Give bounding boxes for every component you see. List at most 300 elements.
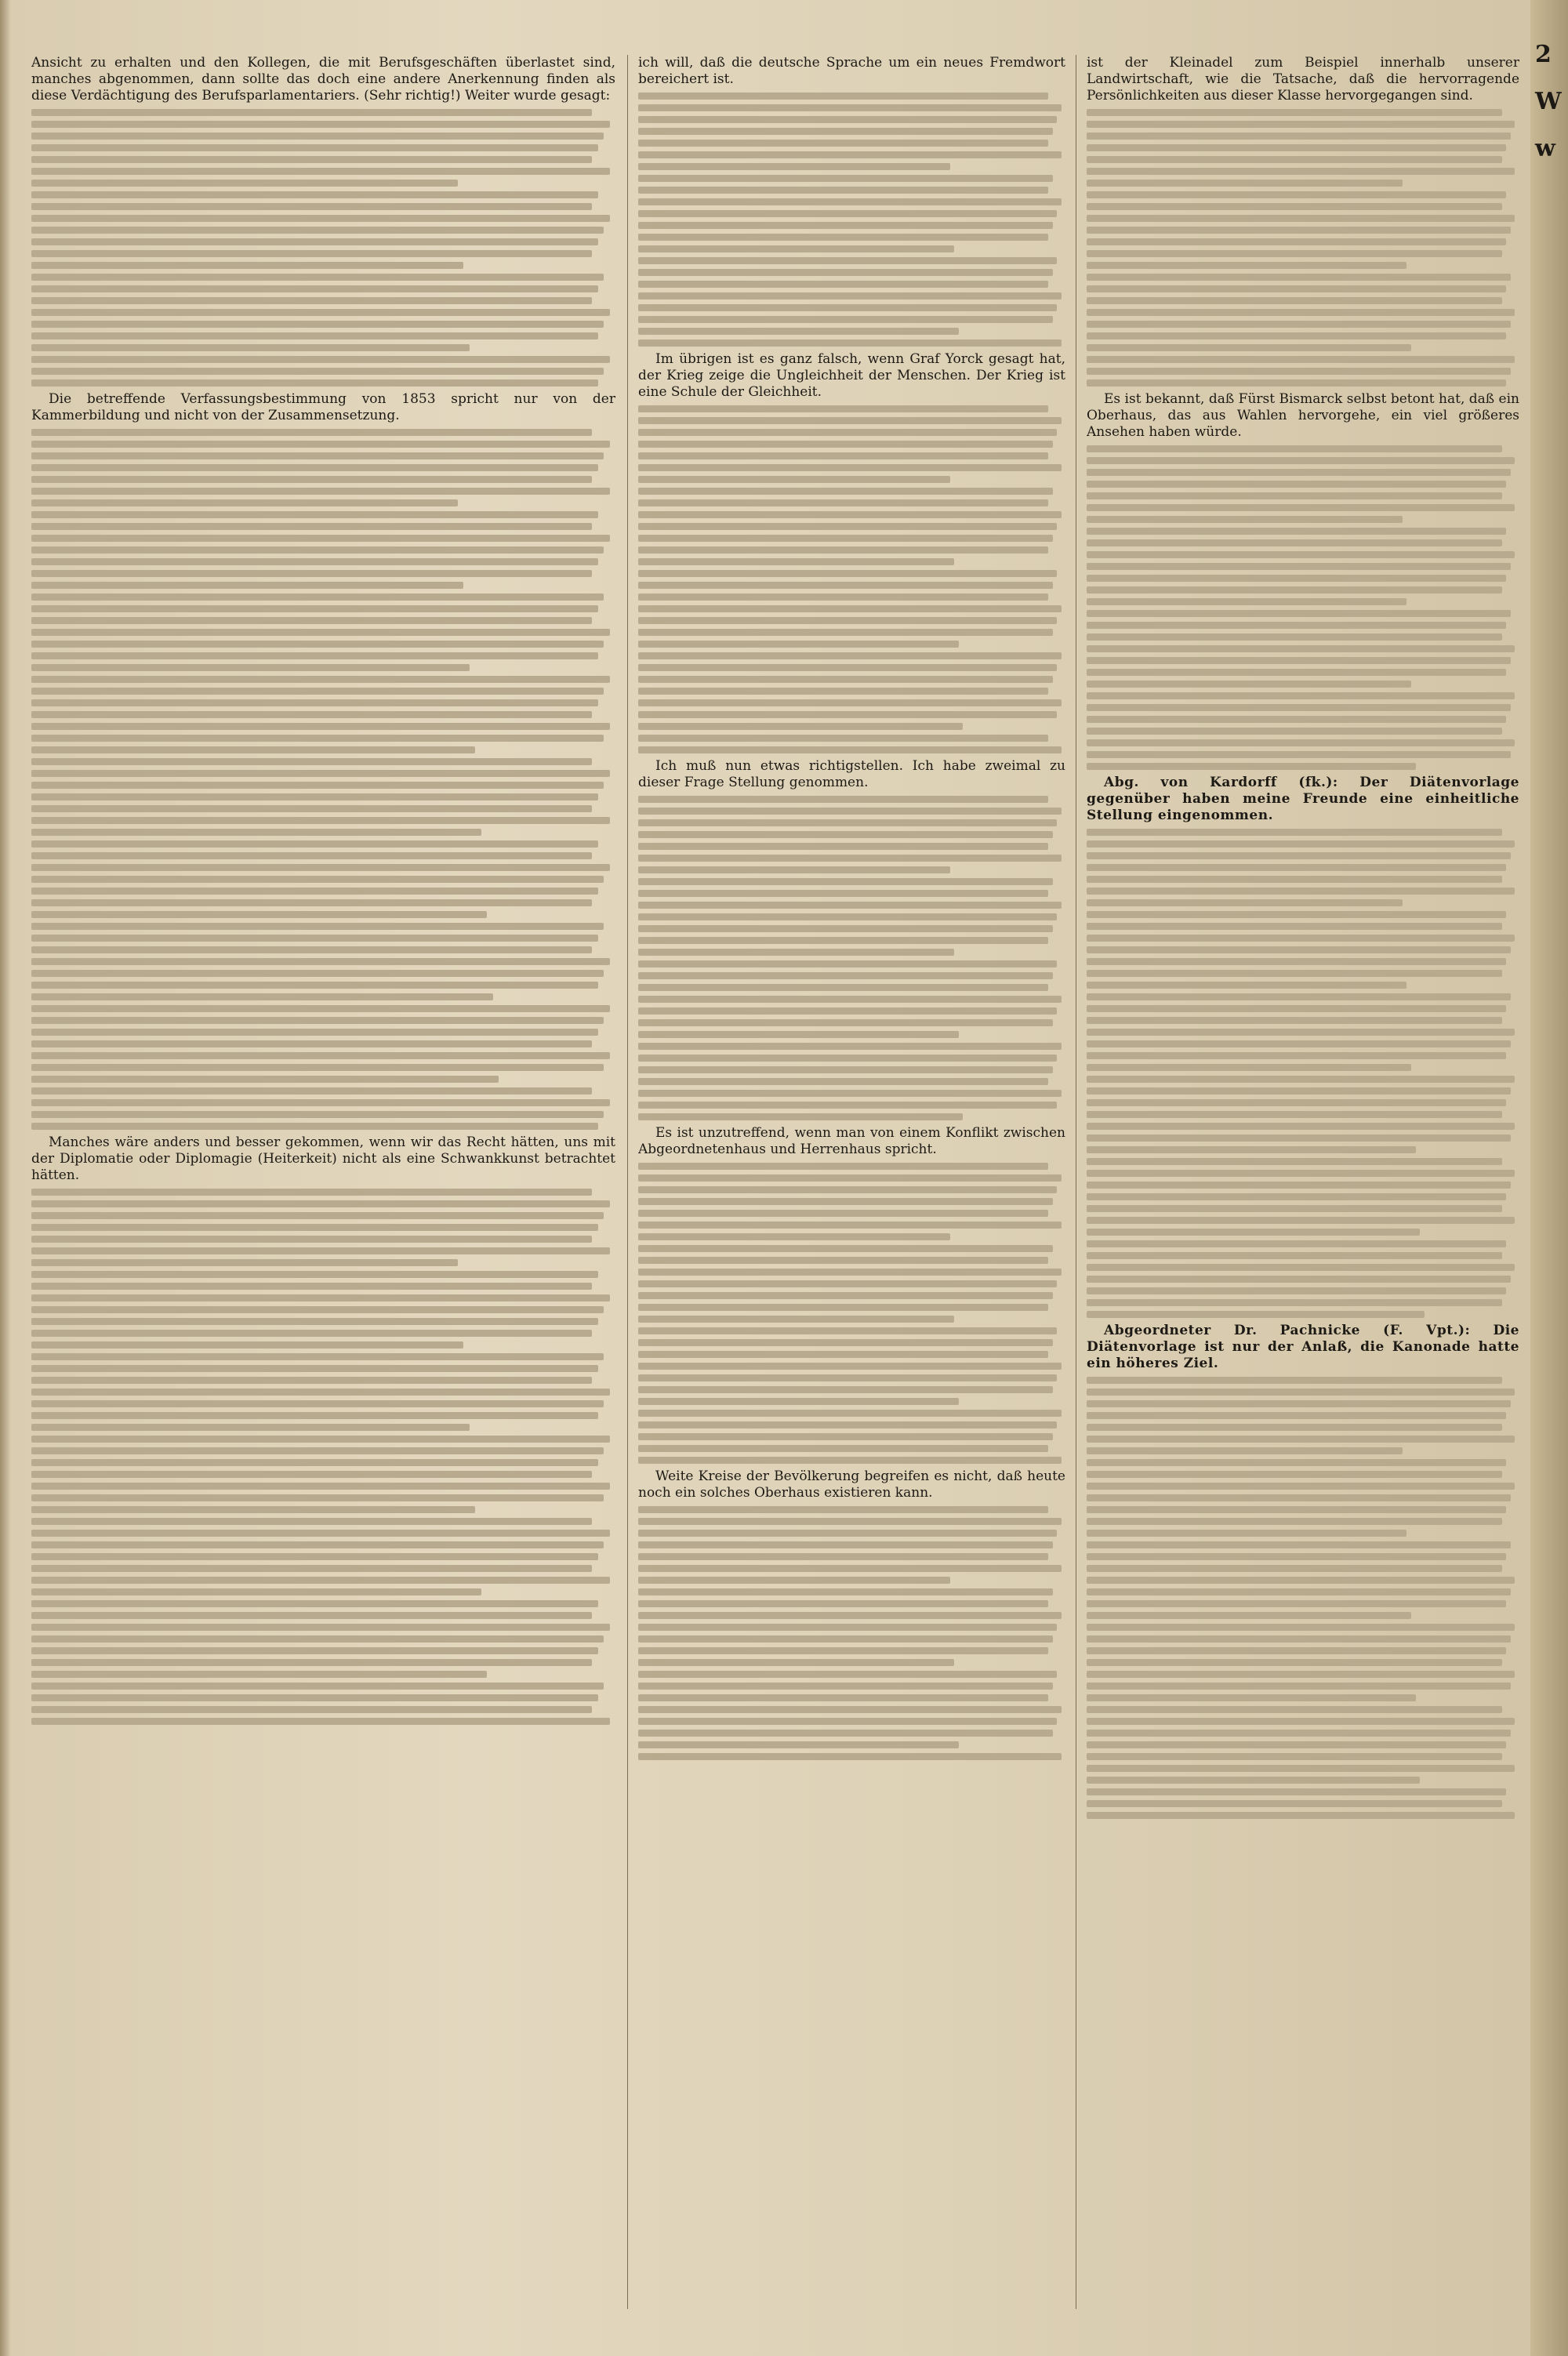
illegible-text-line [31, 1283, 592, 1290]
illegible-text-line [31, 1541, 604, 1548]
illegible-text-line [1087, 1530, 1406, 1537]
illegible-text-line [638, 558, 954, 565]
illegible-text-line [638, 128, 1053, 135]
illegible-text-line [1087, 1788, 1506, 1795]
illegible-text-line [1087, 1683, 1511, 1690]
illegible-text-line [638, 1174, 1062, 1182]
illegible-text-line [638, 641, 959, 648]
illegible-text-line [638, 441, 1053, 448]
illegible-text-line [1087, 238, 1506, 245]
illegible-text-line [31, 464, 598, 471]
illegible-text-line [638, 925, 1053, 932]
illegible-text-line [1087, 739, 1515, 746]
illegible-text-block [638, 1163, 1065, 1464]
illegible-text-line [638, 1292, 1053, 1299]
illegible-text-block [638, 405, 1065, 753]
illegible-text-line [1087, 492, 1502, 499]
illegible-text-line [1087, 1017, 1502, 1024]
illegible-text-line [638, 1339, 1053, 1346]
illegible-text-line [638, 464, 1062, 471]
illegible-text-line [638, 1741, 959, 1748]
illegible-text-line [31, 617, 592, 624]
illegible-text-line [1087, 1588, 1511, 1595]
illegible-text-line [31, 262, 463, 269]
illegible-text-line [1087, 121, 1515, 128]
illegible-text-line [31, 344, 470, 351]
illegible-text-line [31, 558, 598, 565]
illegible-text-line [31, 970, 604, 977]
illegible-text-line [638, 1612, 1062, 1619]
illegible-text-line [1087, 539, 1502, 546]
illegible-text-line [31, 664, 470, 671]
illegible-text-line [1087, 829, 1502, 836]
illegible-text-line [638, 476, 950, 483]
illegible-text-line [638, 93, 1048, 100]
illegible-text-line [31, 156, 592, 163]
illegible-text-line [638, 1043, 1062, 1050]
illegible-text-line [31, 309, 610, 316]
illegible-text-line [31, 535, 610, 542]
illegible-text-line [31, 946, 592, 953]
illegible-text-line [638, 711, 1057, 718]
illegible-text-line [638, 1186, 1057, 1193]
text-column-3 [1087, 55, 1519, 2325]
illegible-text-line [1087, 332, 1506, 339]
illegible-text-line [638, 1565, 1062, 1572]
illegible-text-line [1087, 274, 1511, 281]
illegible-text-line [638, 831, 1053, 838]
illegible-text-line [638, 594, 1048, 601]
illegible-text-line [1087, 1064, 1411, 1071]
column-2-paragraph: ich will, daß die deutsche Sprache um ein neues Fremdwort bereichert ist. [638, 55, 1065, 87]
edge-glyph: W [1535, 88, 1562, 115]
illegible-text-line [1087, 1659, 1502, 1666]
illegible-text-line [638, 535, 1053, 542]
illegible-text-line [31, 1518, 592, 1525]
illegible-text-line [1087, 751, 1511, 758]
illegible-text-line [31, 570, 592, 577]
illegible-text-line [1087, 864, 1506, 871]
illegible-text-line [638, 1078, 1048, 1085]
illegible-text-line [31, 1483, 610, 1490]
illegible-text-line [31, 1706, 592, 1713]
illegible-text-block [1087, 109, 1519, 387]
illegible-text-line [1087, 1400, 1511, 1407]
illegible-text-line [638, 843, 1048, 850]
illegible-text-line [31, 935, 598, 942]
illegible-text-line [31, 688, 604, 695]
illegible-text-line [31, 652, 598, 659]
illegible-text-line [31, 582, 463, 589]
illegible-text-line [31, 1424, 470, 1431]
illegible-text-line [1087, 876, 1502, 883]
illegible-text-line [1087, 1518, 1502, 1525]
illegible-text-line [1087, 262, 1406, 269]
illegible-text-line [1087, 356, 1515, 363]
illegible-text-line [31, 746, 475, 753]
column-1-paragraph: Die betreffende Verfassungsbestimmung von 1853 spricht nur von der Kammerbildung und nicht von der Zusammensetzung. [31, 391, 615, 423]
illegible-text-line [638, 328, 959, 335]
illegible-text-line [31, 1694, 598, 1701]
illegible-text-line [1087, 1146, 1416, 1153]
illegible-text-line [1087, 191, 1506, 198]
illegible-text-line [31, 297, 592, 304]
illegible-text-line [638, 1541, 1053, 1548]
illegible-text-line [31, 1671, 487, 1678]
illegible-text-line [638, 140, 1048, 147]
illegible-text-block [31, 109, 615, 387]
illegible-text-line [1087, 1040, 1511, 1047]
illegible-text-line [638, 1163, 1048, 1170]
illegible-text-line [31, 1624, 610, 1631]
illegible-text-line [31, 1647, 598, 1654]
illegible-text-block [638, 93, 1065, 347]
illegible-text-line [638, 1055, 1057, 1062]
illegible-text-line [638, 723, 963, 730]
illegible-text-line [31, 993, 493, 1000]
illegible-text-line [638, 245, 954, 252]
illegible-text-line [1087, 1600, 1506, 1607]
illegible-text-line [638, 1363, 1062, 1370]
illegible-text-line [1087, 1123, 1515, 1130]
illegible-text-line [31, 1271, 598, 1278]
illegible-text-line [638, 1553, 1048, 1560]
illegible-text-line [1087, 1276, 1511, 1283]
illegible-text-line [31, 488, 610, 495]
illegible-text-line [638, 1445, 1048, 1452]
illegible-text-line [1087, 1553, 1506, 1560]
illegible-text-line [638, 996, 1062, 1003]
illegible-text-line [638, 523, 1057, 530]
illegible-text-line [1087, 551, 1515, 558]
illegible-text-line [31, 1099, 610, 1106]
illegible-text-line [638, 417, 1062, 424]
illegible-text-line [1087, 1299, 1502, 1306]
illegible-text-line [638, 257, 1057, 264]
illegible-text-line [31, 238, 598, 245]
illegible-text-line [1087, 250, 1502, 257]
illegible-text-line [31, 1400, 604, 1407]
illegible-text-line [638, 1410, 1062, 1417]
illegible-text-line [638, 1019, 1053, 1026]
illegible-text-line [31, 1600, 598, 1607]
illegible-text-line [638, 855, 1062, 862]
illegible-text-line [638, 1624, 1057, 1631]
illegible-text-line [1087, 1424, 1502, 1431]
illegible-text-line [1087, 1087, 1511, 1095]
illegible-text-line [31, 793, 598, 800]
illegible-text-line [638, 819, 1057, 826]
illegible-text-line [638, 676, 1053, 683]
illegible-text-line [1087, 481, 1506, 488]
illegible-text-line [31, 1683, 604, 1690]
illegible-text-line [1087, 1377, 1502, 1384]
illegible-text-line [1087, 1229, 1420, 1236]
illegible-text-line [1087, 1812, 1515, 1819]
illegible-text-line [1087, 1252, 1502, 1259]
illegible-text-line [638, 1066, 1053, 1073]
illegible-text-line [1087, 622, 1506, 629]
illegible-text-line [1087, 970, 1502, 977]
illegible-text-line [638, 304, 1057, 311]
illegible-text-line [31, 109, 592, 116]
illegible-text-line [31, 1005, 610, 1012]
illegible-text-line [31, 1659, 592, 1666]
illegible-text-line [31, 203, 592, 210]
illegible-text-line [1087, 1800, 1502, 1807]
illegible-text-line [638, 617, 1057, 624]
illegible-text-line [1087, 669, 1506, 676]
illegible-text-line [31, 429, 592, 436]
illegible-text-line [1087, 1311, 1425, 1318]
illegible-text-line [1087, 1436, 1515, 1443]
illegible-text-line [638, 198, 1062, 205]
edge-glyph: w [1535, 135, 1555, 162]
illegible-text-line [1087, 144, 1506, 151]
illegible-text-line [1087, 321, 1511, 328]
illegible-text-line [638, 1374, 1057, 1381]
illegible-text-line [31, 1377, 592, 1384]
illegible-text-line [31, 723, 610, 730]
illegible-text-line [31, 1447, 604, 1454]
illegible-text-line [638, 1113, 963, 1120]
illegible-text-line [31, 1436, 610, 1443]
illegible-text-line [638, 972, 1053, 979]
illegible-text-line [31, 1306, 604, 1313]
illegible-text-line [1087, 344, 1411, 351]
illegible-text-line [31, 711, 592, 718]
illegible-text-line [31, 1353, 604, 1360]
illegible-text-line [1087, 1076, 1515, 1083]
illegible-text-line [1087, 1635, 1511, 1643]
illegible-text-line [638, 1635, 1053, 1643]
illegible-text-line [31, 1471, 592, 1478]
illegible-text-line [1087, 1217, 1515, 1224]
illegible-text-line [31, 1553, 598, 1560]
illegible-text-line [1087, 1459, 1506, 1466]
illegible-text-line [638, 1102, 1057, 1109]
illegible-text-line [31, 605, 598, 612]
illegible-text-line [1087, 168, 1515, 175]
illegible-text-line [638, 570, 1057, 577]
illegible-text-line [1087, 1205, 1502, 1212]
illegible-text-line [638, 902, 1062, 909]
illegible-text-line [31, 770, 610, 777]
illegible-text-line [1087, 1565, 1502, 1572]
illegible-text-line [1087, 1753, 1502, 1760]
illegible-text-line [31, 676, 610, 683]
illegible-text-line [31, 1318, 598, 1325]
illegible-text-line [1087, 716, 1506, 723]
illegible-text-line [638, 735, 1048, 742]
scan-shadow [0, 0, 11, 2356]
illegible-text-line [638, 937, 1048, 944]
illegible-text-line [1087, 1671, 1515, 1678]
illegible-text-line [31, 805, 592, 812]
illegible-text-line [31, 121, 610, 128]
illegible-text-line [638, 163, 950, 170]
illegible-text-line [1087, 1193, 1506, 1200]
illegible-text-line [31, 958, 610, 965]
illegible-text-line [31, 1718, 610, 1725]
illegible-text-line [1087, 1777, 1420, 1784]
illegible-text-line [638, 175, 1053, 182]
column-2-paragraph: Weite Kreise der Bevölkerung begreifen es nicht, daß heute noch ein solches Oberhaus existieren kann. [638, 1468, 1065, 1501]
illegible-text-line [1087, 1730, 1511, 1737]
illegible-text-line [1087, 899, 1403, 906]
speaker-heading: Abg. von Kardorff (fk.): Der Diätenvorlage gegenüber haben meine Freunde eine einheitliche Stellung eingenommen. [1087, 775, 1519, 823]
illegible-text-line [31, 1577, 610, 1584]
illegible-text-line [638, 1457, 1062, 1464]
illegible-text-line [638, 1588, 1053, 1595]
speaker-heading: Abgeordneter Dr. Pachnicke (F. Vpt.): Die Diätenvorlage ist nur der Anlaß, die Kanonade hatte ein höheres Ziel. [1087, 1323, 1519, 1371]
illegible-text-line [638, 960, 1057, 967]
illegible-text-line [638, 582, 1053, 589]
illegible-text-line [1087, 445, 1502, 452]
column-2-paragraph: Im übrigen ist es ganz falsch, wenn Graf Yorck gesagt hat, der Krieg zeige die Ungleichheit der Menschen. Der Krieg ist eine Schule der Gleichheit. [638, 351, 1065, 400]
illegible-text-line [1087, 1694, 1416, 1701]
illegible-text-line [31, 876, 604, 883]
illegible-text-line [638, 1647, 1048, 1654]
illegible-text-line [31, 133, 604, 140]
illegible-text-line [31, 1565, 592, 1572]
illegible-text-line [638, 1257, 1048, 1264]
illegible-text-line [638, 1007, 1057, 1015]
illegible-text-line [31, 168, 610, 175]
illegible-text-line [31, 1635, 604, 1643]
illegible-text-block [1087, 445, 1519, 770]
illegible-text-line [31, 1076, 499, 1083]
illegible-text-line [31, 1612, 592, 1619]
illegible-text-line [31, 1247, 610, 1254]
illegible-text-line [1087, 504, 1515, 511]
illegible-text-line [1087, 227, 1511, 234]
illegible-text-line [31, 1064, 604, 1071]
illegible-text-line [1087, 1170, 1515, 1177]
illegible-text-line [31, 511, 598, 518]
illegible-text-line [1087, 1158, 1502, 1165]
illegible-text-line [31, 982, 598, 989]
illegible-text-line [638, 339, 1062, 347]
illegible-text-line [638, 511, 1062, 518]
illegible-text-line [1087, 935, 1515, 942]
illegible-text-line [638, 688, 1048, 695]
illegible-text-line [1087, 563, 1511, 570]
illegible-text-line [1087, 598, 1406, 605]
illegible-text-line [638, 1683, 1053, 1690]
illegible-text-block [31, 1189, 615, 1725]
text-column-2 [638, 55, 1065, 2325]
illegible-text-line [638, 1090, 1062, 1097]
illegible-text-block [638, 796, 1065, 1120]
illegible-text-line [31, 911, 487, 918]
illegible-text-line [31, 1506, 475, 1513]
illegible-text-line [1087, 1052, 1506, 1059]
illegible-text-line [1087, 840, 1515, 848]
illegible-text-line [1087, 1494, 1511, 1501]
illegible-text-line [638, 1031, 959, 1038]
illegible-text-line [1087, 993, 1511, 1000]
illegible-text-line [1087, 109, 1502, 116]
illegible-text-line [638, 1351, 1048, 1358]
illegible-text-line [638, 187, 1048, 194]
illegible-text-line [1087, 958, 1506, 965]
illegible-text-line [1087, 215, 1515, 222]
illegible-text-line [31, 840, 598, 848]
illegible-text-line [638, 878, 1053, 885]
illegible-text-line [1087, 1005, 1506, 1012]
illegible-text-line [31, 1040, 592, 1047]
illegible-text-line [31, 191, 598, 198]
illegible-text-line [31, 523, 592, 530]
illegible-text-line [31, 1017, 604, 1024]
illegible-text-line [638, 546, 1048, 554]
illegible-text-block [1087, 1377, 1519, 1819]
illegible-text-line [31, 452, 604, 459]
column-1-paragraph: Manches wäre anders und besser gekommen, wenn wir das Recht hätten, uns mit der Diplomatie oder Diplomagie (Heiterkeit) nicht als eine Schwankkunst betrachtet hätten. [31, 1134, 615, 1183]
illegible-text-line [31, 1212, 604, 1219]
illegible-text-line [638, 452, 1048, 459]
illegible-text-line [638, 222, 1053, 229]
illegible-text-line [638, 808, 1062, 815]
illegible-text-line [638, 1245, 1053, 1252]
illegible-text-line [638, 1222, 1062, 1229]
illegible-text-line [638, 1421, 1057, 1428]
illegible-text-line [1087, 1182, 1511, 1189]
column-2-paragraph: Ich muß nun etwas richtigstellen. Ich habe zweimal zu dieser Frage Stellung genommen. [638, 758, 1065, 790]
illegible-text-line [638, 1730, 1053, 1737]
illegible-text-line [638, 866, 950, 873]
illegible-text-line [1087, 633, 1502, 641]
illegible-text-line [31, 629, 610, 636]
illegible-text-line [31, 735, 604, 742]
column-3-paragraph: Es ist bekannt, daß Fürst Bismarck selbst betont hat, daß ein Oberhaus, das aus Wahlen hervorgehe, ein viel größeres Ansehen haben würde. [1087, 391, 1519, 440]
illegible-text-line [638, 1659, 954, 1666]
illegible-text-line [638, 913, 1057, 920]
illegible-text-line [1087, 1471, 1502, 1478]
illegible-text-line [31, 758, 592, 765]
illegible-text-line [1087, 645, 1515, 652]
illegible-text-line [31, 1294, 610, 1301]
illegible-text-line [1087, 982, 1406, 989]
illegible-text-line [1087, 156, 1502, 163]
column-2-paragraph: Es ist unzutreffend, wenn man von einem Konflikt zwischen Abgeordnetenhaus und Herrenhaus spricht. [638, 1125, 1065, 1157]
illegible-text-line [31, 782, 604, 789]
illegible-text-line [31, 888, 598, 895]
illegible-text-line [31, 368, 604, 375]
illegible-text-line [31, 1389, 610, 1396]
illegible-text-line [1087, 692, 1515, 699]
illegible-text-line [31, 1330, 592, 1337]
illegible-text-line [31, 1236, 592, 1243]
illegible-text-block [1087, 829, 1519, 1318]
illegible-text-line [638, 746, 1062, 753]
illegible-text-line [1087, 586, 1502, 594]
illegible-text-line [31, 356, 610, 363]
illegible-text-line [1087, 1099, 1506, 1106]
illegible-text-line [31, 923, 604, 930]
illegible-text-line [1087, 888, 1515, 895]
illegible-text-line [31, 1189, 592, 1196]
illegible-text-line [1087, 309, 1515, 316]
illegible-text-line [638, 796, 1048, 803]
illegible-text-line [1087, 1741, 1506, 1748]
illegible-text-line [638, 104, 1062, 111]
illegible-text-line [638, 1327, 1057, 1334]
illegible-text-line [1087, 133, 1511, 140]
illegible-text-line [31, 1530, 610, 1537]
illegible-text-line [1087, 469, 1511, 476]
